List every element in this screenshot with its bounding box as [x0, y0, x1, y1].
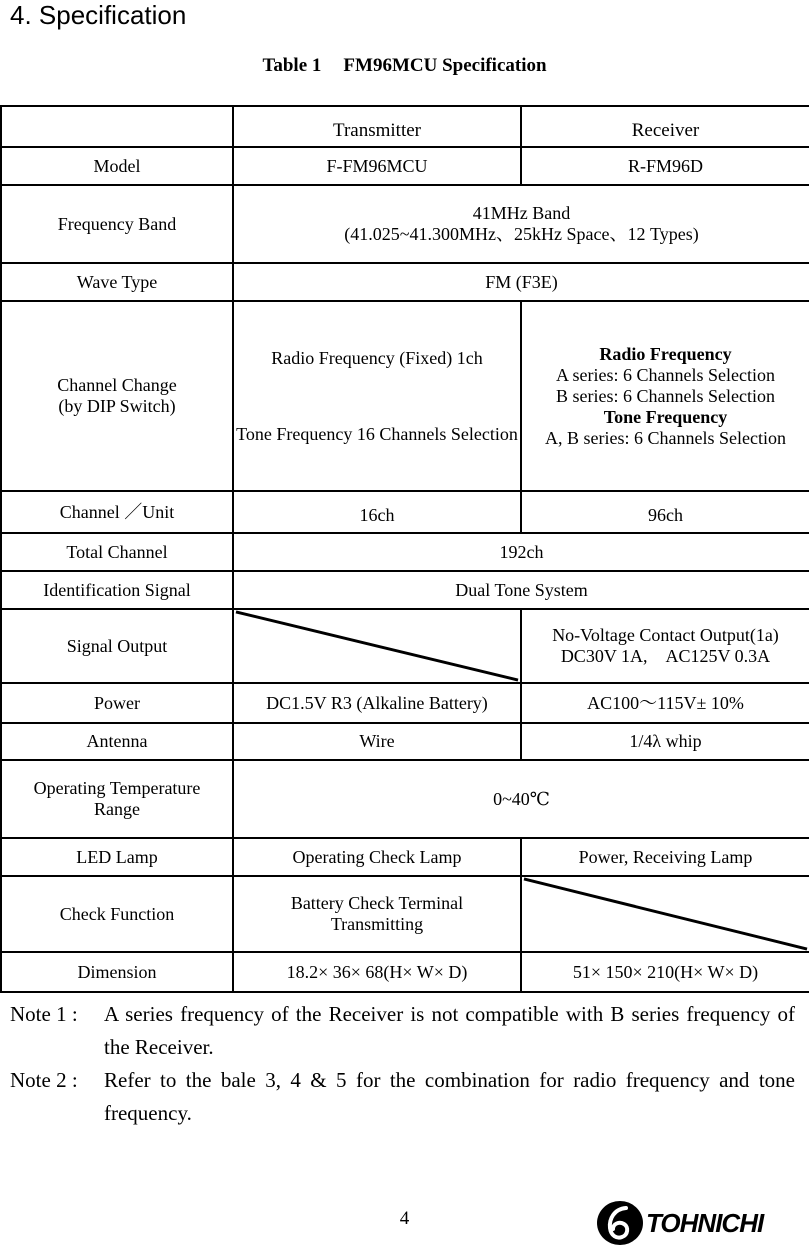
model-transmitter: F-FM96MCU	[233, 147, 521, 185]
dimension-receiver: 51× 150× 210(H× W× D)	[521, 952, 809, 992]
table-row	[1, 876, 809, 952]
note-1-text: A series frequency of the Receiver is not compatible with B series frequency of the Receiver.	[104, 1002, 795, 1059]
table-row	[1, 571, 809, 609]
row-label-operating-temperature	[1, 760, 233, 838]
channel-change-rx-line1: A series: 6 Channels Selection	[556, 364, 775, 385]
channel-unit-receiver: 96ch	[521, 491, 809, 533]
channel-change-rx-line2: B series: 6 Channels Selection	[556, 385, 775, 406]
diagonal-slash-line	[234, 610, 520, 682]
notes-section	[10, 998, 795, 1130]
channel-change-tx-line1: Radio Frequency (Fixed) 1ch	[271, 347, 483, 368]
channel-change-rx-head1: Radio Frequency	[599, 343, 732, 364]
row-label-antenna: Antenna	[1, 723, 233, 760]
check-function-tx-line2: Transmitting	[330, 914, 424, 934]
row-label-signal-output: Signal Output	[1, 609, 233, 683]
operating-temperature-label-line1: Operating Temperature	[33, 778, 201, 798]
power-transmitter: DC1.5V R3 (Alkaline Battery)	[233, 683, 521, 723]
table-caption-title: FM96MCU Specification	[343, 55, 547, 76]
wave-type-value: FM (F3E)	[233, 263, 809, 301]
table-row	[1, 147, 809, 185]
channel-change-receiver	[521, 301, 809, 491]
diagonal-slash-line	[522, 877, 809, 951]
signal-output-transmitter-empty	[233, 609, 521, 683]
table-row	[1, 301, 809, 491]
table-row	[1, 609, 809, 683]
section-title: 4. Specification	[10, 0, 187, 30]
table-row	[1, 723, 809, 760]
row-label-wave-type: Wave Type	[1, 263, 233, 301]
table-row	[1, 533, 809, 571]
channel-change-tx-line2: Tone Frequency 16 Channels Selection	[236, 423, 518, 444]
check-function-transmitter	[233, 876, 521, 952]
check-function-tx-line1: Battery Check Terminal	[290, 893, 464, 913]
note-2	[10, 1064, 795, 1130]
model-receiver: R-FM96D	[521, 147, 809, 185]
signal-output-receiver	[521, 609, 809, 683]
table-row	[1, 185, 809, 263]
note-2-label: Note 2 :	[10, 1068, 78, 1092]
channel-change-rx-head2: Tone Frequency	[603, 406, 728, 427]
table-row	[1, 683, 809, 723]
table-row	[1, 491, 809, 533]
table-row	[1, 952, 809, 992]
frequency-band-line1: 41MHz Band	[472, 203, 571, 223]
page-number: 4	[399, 1208, 410, 1229]
logo-mark-icon	[596, 1199, 644, 1247]
total-channel-value: 192ch	[233, 533, 809, 571]
table-row	[1, 760, 809, 838]
led-lamp-receiver: Power, Receiving Lamp	[521, 838, 809, 876]
channel-unit-transmitter: 16ch	[233, 491, 521, 533]
row-label-dimension: Dimension	[1, 952, 233, 992]
note-1	[10, 998, 795, 1064]
antenna-receiver: 1/4λ whip	[521, 723, 809, 760]
antenna-transmitter: Wire	[233, 723, 521, 760]
row-label-check-function: Check Function	[1, 876, 233, 952]
row-label-led-lamp: LED Lamp	[1, 838, 233, 876]
company-logo	[596, 1199, 763, 1247]
specification-table	[0, 105, 809, 993]
operating-temperature-value: 0~40℃	[233, 760, 809, 838]
identification-signal-value: Dual Tone System	[233, 571, 809, 609]
check-function-receiver-empty	[521, 876, 809, 952]
signal-output-rx-line1: No-Voltage Contact Output(1a)	[552, 625, 779, 645]
channel-change-label-line2: (by DIP Switch)	[58, 396, 176, 416]
led-lamp-transmitter: Operating Check Lamp	[233, 838, 521, 876]
header-transmitter: Transmitter	[233, 106, 521, 147]
table-header-row	[1, 106, 809, 147]
frequency-band-line2: (41.025~41.300MHz、25kHz Space、12 Types)	[344, 224, 699, 244]
row-label-frequency-band: Frequency Band	[1, 185, 233, 263]
channel-change-transmitter	[233, 301, 521, 491]
row-label-identification-signal: Identification Signal	[1, 571, 233, 609]
row-label-power: Power	[1, 683, 233, 723]
table-row	[1, 263, 809, 301]
note-2-text: Refer to the bale 3, 4 & 5 for the combination for radio frequency and tone frequency.	[104, 1068, 795, 1125]
row-label-total-channel: Total Channel	[1, 533, 233, 571]
table-row	[1, 838, 809, 876]
row-label-channel-unit: Channel ／Unit	[1, 491, 233, 533]
power-receiver: AC100～115V± 10%	[521, 683, 809, 723]
table-caption	[0, 55, 809, 77]
row-label-model: Model	[1, 147, 233, 185]
signal-output-rx-line2: DC30V 1A, AC125V 0.3A	[560, 646, 771, 666]
row-label-channel-change	[1, 301, 233, 491]
header-receiver: Receiver	[521, 106, 809, 147]
channel-change-rx-line3: A, B series: 6 Channels Selection	[545, 427, 786, 448]
header-blank-cell	[1, 106, 233, 147]
frequency-band-value	[233, 185, 809, 263]
channel-change-label-line1: Channel Change	[57, 375, 177, 395]
logo-text: TOHNICHI	[646, 1207, 764, 1238]
note-1-label: Note 1 :	[10, 1002, 78, 1026]
dimension-transmitter: 18.2× 36× 68(H× W× D)	[233, 952, 521, 992]
table-caption-label: Table 1	[262, 55, 322, 76]
operating-temperature-label-line2: Range	[94, 799, 140, 819]
